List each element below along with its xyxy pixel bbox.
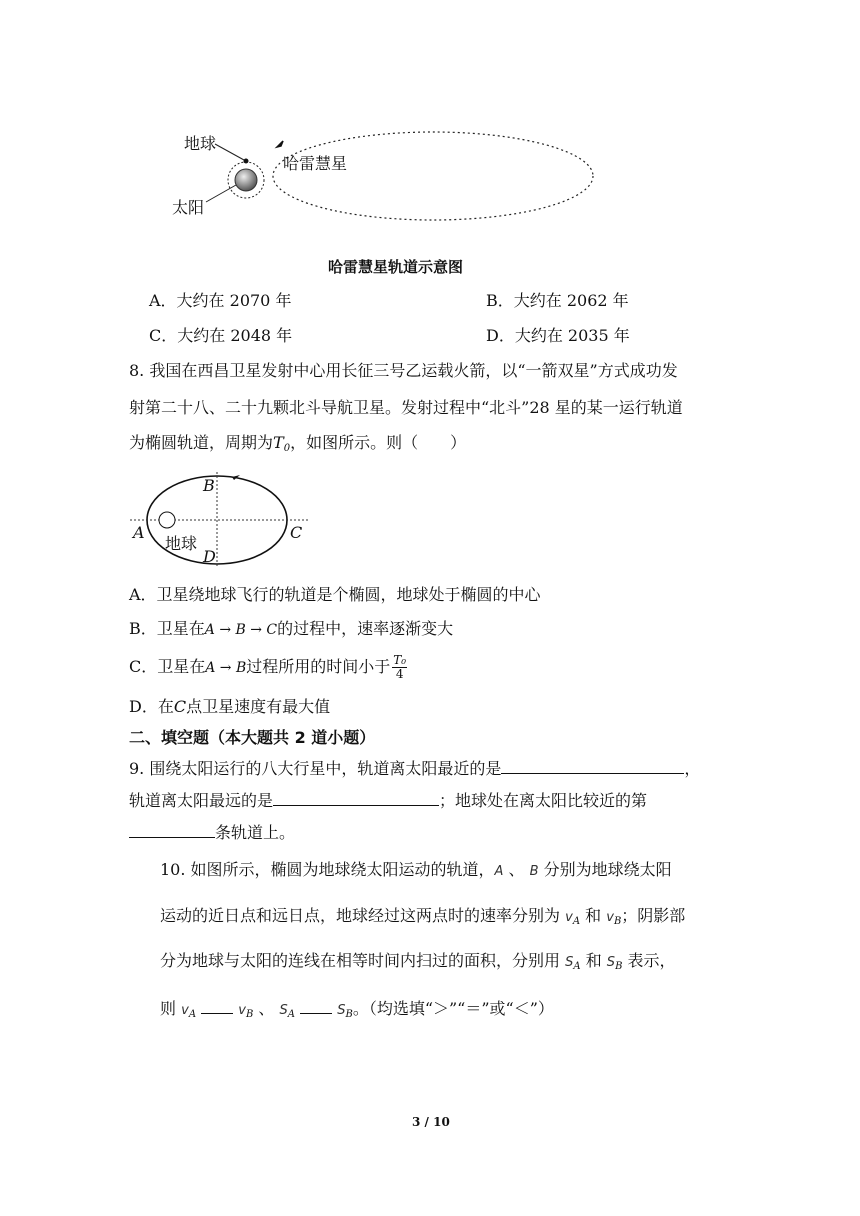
point-c-label: C — [290, 523, 303, 542]
q9-blank-1[interactable] — [501, 757, 684, 774]
sun-leader-line — [206, 185, 236, 202]
earth-circle — [159, 512, 175, 528]
earth-leader-line — [215, 144, 244, 160]
q8-stem-line1: 8. 我国在西昌卫星发射中心用长征三号乙运载火箭，以“一箭双星”方式成功发 — [129, 361, 678, 380]
q7-option-a[interactable]: A．大约在 2070 年 — [149, 291, 292, 310]
section2-heading: 二、填空题（本大题共 2 道小题） — [129, 728, 376, 747]
fraction-t0-over-4: $\frac{\text{T₀}}{4}$ — [393, 653, 407, 681]
q10-blank-1[interactable] — [201, 997, 233, 1014]
earth-label: 地球 — [165, 534, 198, 553]
q8-option-b[interactable]: B．卫星在A → B → C的过程中，速率逐渐变大 — [129, 619, 454, 638]
q9-blank-2[interactable] — [273, 789, 439, 806]
label-sun: 太阳 — [172, 198, 205, 217]
q7-option-b[interactable]: B．大约在 2062 年 — [486, 291, 629, 310]
sun-icon — [235, 169, 257, 191]
label-comet: 哈雷慧星 — [283, 154, 348, 173]
q8-option-a[interactable]: A．卫星绕地球飞行的轨道是个椭圆，地球处于椭圆的中心 — [129, 585, 541, 604]
q7-option-c[interactable]: C．大约在 2048 年 — [149, 326, 293, 345]
q10-line3: 分为地球与太阳的连线在相等时间内扫过的面积，分别用 $S_A$ 和 $S_B$ 表示， — [160, 951, 676, 972]
q8-option-c[interactable]: C．卫星在A → B过程所用的时间小于 $\frac{\text{T₀}}{4}$ — [129, 653, 407, 681]
earth-dot — [244, 159, 249, 164]
q10-line1: 10. 如图所示，椭圆为地球绕太阳运动的轨道，A 、 B 分别为地球绕太阳 — [160, 860, 672, 879]
satellite-orbit-figure — [128, 468, 318, 568]
q10-blank-2[interactable] — [300, 997, 332, 1014]
q9-line1: 9. 围绕太阳运行的八大行星中，轨道离太阳最近的是 ， — [129, 759, 701, 778]
q9-blank-3[interactable] — [129, 821, 215, 838]
q10-line4: 则 $v_A$ $v_B$ 、 $S_A$ $S_B$。（均选填“＞”“＝”或“＜”） — [160, 999, 554, 1020]
q7-option-d[interactable]: D．大约在 2035 年 — [486, 326, 630, 345]
comet-icon — [277, 141, 283, 147]
q10-line2: 运动的近日点和远日点，地球经过这两点时的速率分别为 $v_A$ 和 $v_B$；阴影部 — [160, 906, 686, 927]
q8-stem-line3: 为椭圆轨道，周期为$T_0$，如图所示。则（ ） — [129, 433, 467, 454]
point-a-label: A — [133, 523, 145, 542]
page-number: 3 / 10 — [412, 1115, 450, 1129]
q9-line3: 条轨道上。 — [129, 821, 295, 843]
point-d-label: D — [203, 547, 216, 566]
point-b-label: B — [203, 476, 215, 495]
figure1-caption: 哈雷慧星轨道示意图 — [328, 258, 464, 276]
halley-orbit-figure — [160, 120, 610, 230]
q8-stem-line2: 射第二十八、二十九颗北斗导航卫星。发射过程中“北斗”28 星的某一运行轨道 — [129, 398, 683, 417]
label-earth: 地球 — [184, 134, 217, 153]
q8-option-d[interactable]: D．在C点卫星速度有最大值 — [129, 697, 331, 716]
q9-line2: 轨道离太阳最远的是 ；地球处在离太阳比较近的第 — [129, 791, 648, 810]
comet-orbit — [273, 132, 593, 220]
